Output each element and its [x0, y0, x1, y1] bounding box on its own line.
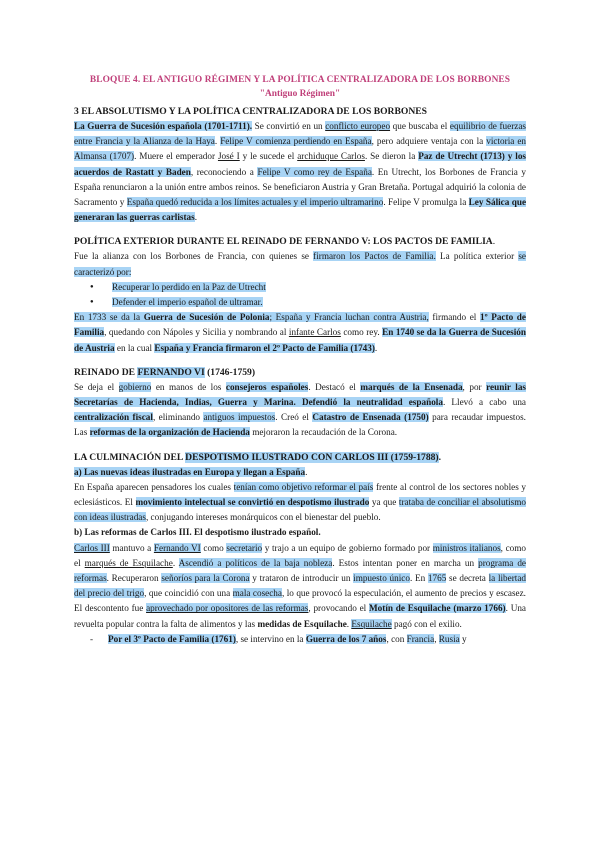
text-span: , quedando con Nápoles y Sicilia y nombrando al: [104, 327, 289, 338]
text-span: mantuvo a: [109, 542, 154, 553]
text-span: ,: [434, 633, 439, 644]
text-span: . En Utrecht, los Borbones de Francia y España renunciaron a la unión entre ambos reinos. Se beneficiaron Austria y Gran Bretaña. Portugal adquirió la colonia de Sacramento y: [74, 166, 526, 208]
text-span: 1º Pacto de Familia: [74, 312, 526, 338]
dash-list: [74, 632, 526, 647]
text-span: movimiento intelectual se convirtió en despotismo ilustrado: [135, 497, 370, 508]
text-span: reunir las Secretarías de Hacienda, Indias, Guerra y Marina. Defendió la neutralidad española: [74, 381, 527, 408]
text-span: .: [214, 136, 221, 147]
text-span: archiduque Carlos: [297, 151, 365, 162]
text-span: . Muere el emperador: [134, 151, 218, 162]
text-span: frente al control de los sectores nobles y eclesiásticos. El: [74, 481, 526, 508]
text-span: conflicto europeo: [325, 121, 391, 131]
text-span: Se convirtió en un: [252, 121, 326, 131]
text-span: medidas de Esquilache: [257, 618, 347, 629]
text-span: . Estos intentan poner en marcha un: [332, 557, 479, 568]
text-span: , se intervino en la: [235, 633, 306, 644]
text-span: FERNANDO VI: [137, 366, 205, 378]
list-item: [74, 295, 526, 310]
text-span: Defender el imperio español de ultramar.: [112, 297, 263, 308]
text-span: aprovechado por opositores de las reformas: [146, 603, 309, 614]
text-span: , eliminando: [152, 412, 204, 423]
text-span: . Se dieron la: [364, 151, 419, 162]
spacer: [74, 356, 526, 365]
paragraph-polonia-austria: [74, 310, 526, 356]
text-span: y: [459, 633, 467, 644]
text-span: tenían como objetivo reformar el país: [233, 481, 374, 492]
text-span: Fernando VI: [153, 542, 201, 553]
text-span: (1746-1759): [204, 366, 256, 378]
text-span: marqués de Esquilache: [84, 557, 173, 568]
text-span: . Una revuelta popular contra la falta de alimentos y las: [74, 603, 526, 629]
text-span: Carlos III: [74, 542, 110, 553]
text-span: firmaron los Pactos de Familia.: [313, 251, 436, 262]
document-title: BLOQUE 4. EL ANTIGUO RÉGIMEN Y LA POLÍTICA CENTRALIZADORA DE LOS BORBONES: [89, 75, 511, 85]
text-span: firmando el: [428, 312, 480, 323]
text-span: .: [305, 466, 308, 477]
subheading-ideas-ilustradas: [74, 465, 526, 480]
text-span: se decreta: [446, 573, 489, 584]
text-span: ya que: [369, 497, 399, 508]
text-span: , por: [462, 381, 487, 392]
text-span: ; España y Francia luchan contra Austria,: [269, 312, 429, 323]
text-span: a) Las nuevas ideas ilustradas en Europa y llegan a España: [74, 466, 306, 477]
text-span: . En: [409, 573, 428, 584]
text-span: 1765: [427, 573, 447, 584]
text-span: .: [172, 557, 179, 568]
text-span: y le sucede el: [239, 151, 298, 162]
text-span: , provocando el: [308, 603, 369, 614]
text-span: Por el 3º Pacto de Familia (1761): [108, 633, 236, 644]
text-span: DESPOTISMO ILUSTRADO CON CARLOS III (1759-1788): [185, 451, 439, 463]
spacer: [74, 225, 526, 234]
text-span: equilibrio de fuerzas entre Francia y la Alianza de la Haya: [74, 121, 526, 147]
text-span: La política exterior: [435, 251, 519, 262]
text-span: .: [438, 451, 442, 463]
text-span: ministros italianos: [432, 542, 501, 553]
text-span: victoria en Almansa (1707): [74, 136, 526, 162]
text-span: b) Las reformas de Carlos III. El despotismo ilustrado español.: [74, 527, 321, 538]
text-span: Guerra de Sucesión de Polonia: [143, 312, 270, 323]
text-span: trataba de conciliar el absolutismo con ideas ilustradas: [74, 497, 526, 523]
text-span: En 1733 se da la: [74, 312, 144, 323]
paragraph-ensenada: [74, 380, 526, 441]
text-span: España quedó reducida a los límites actuales y el imperio ultramarino: [126, 197, 384, 208]
text-span: gobierno: [118, 381, 152, 392]
text-span: LA CULMINACIÓN DEL: [74, 451, 186, 463]
text-span: Felipe V como rey de España: [257, 166, 372, 177]
text-span: impuesto único: [353, 573, 410, 584]
text-span: y trajo a un equipo de gobierno formado por: [262, 542, 433, 553]
text-span: Catastro de Ensenada (1750): [312, 412, 429, 423]
text-span: . Llevó a cabo una: [442, 397, 527, 408]
list-item: [74, 632, 526, 647]
text-span: marqués de la Ensenada: [360, 381, 463, 392]
text-span: , pero adquiere ventaja con la: [371, 136, 487, 147]
text-span: Rusia: [438, 633, 460, 644]
text-span: La Guerra de Sucesión española (1701-1711).: [74, 121, 253, 131]
text-span: . Felipe V promulga la: [383, 197, 469, 208]
text-span: .: [374, 342, 378, 353]
text-span: Se deja el: [74, 381, 119, 392]
section-heading-absolutismo: 3 EL ABSOLUTISMO Y LA POLÍTICA CENTRALIZADORA DE LOS BORBONES: [74, 106, 428, 117]
text-span: Recuperar lo perdido en la Paz de Utrecht: [112, 281, 266, 292]
text-span: .: [492, 236, 496, 248]
text-span: antiguos impuestos: [203, 412, 276, 423]
text-span: . Creó el: [275, 412, 313, 423]
section-heading-carlos-iii: [74, 450, 526, 465]
text-span: la libertad del precio del trigo: [74, 573, 527, 599]
list-item: [74, 280, 526, 295]
text-span: , como el: [74, 542, 526, 568]
paragraph-pactos-familia: [74, 249, 526, 279]
text-span: En 1740 se da la Guerra de Sucesión de Austria: [74, 327, 527, 353]
text-span: en manos de los: [151, 381, 226, 392]
text-span: REINADO DE: [74, 366, 138, 378]
text-span: Motín de Esquilache (marzo 1766): [369, 603, 506, 614]
text-span: Felipe V comienza perdiendo en España: [220, 136, 372, 147]
text-span: Guerra de los 7 años: [305, 633, 387, 644]
text-span: , con: [386, 633, 407, 644]
text-span: mejoraron la recaudación de la Corona.: [249, 427, 398, 438]
text-span: se caracterizó por:: [74, 251, 527, 277]
text-span: Ascendió a políticos de la baja nobleza: [178, 557, 333, 568]
text-span: España y Francia firmaron el 2º Pacto de Familia (1743): [154, 342, 375, 353]
text-span: Paz de Utrecht (1713) y los acuerdos de Rastatt y Baden: [74, 151, 527, 177]
text-span: .: [346, 618, 352, 629]
text-span: Francia: [406, 633, 435, 644]
text-span: Esquilache: [351, 618, 392, 629]
text-span: señoríos para la Corona: [161, 573, 250, 584]
text-span: y trataron de introducir un: [249, 573, 354, 584]
spacer: [74, 441, 526, 450]
text-span: infante Carlos: [288, 327, 341, 338]
text-span: POLÍTICA EXTERIOR DURANTE EL REINADO DE FERNANDO V: LOS PACTOS DE FAMILIA: [74, 236, 493, 248]
text-span: pagó con el exilio.: [391, 618, 462, 629]
text-span: José I: [217, 151, 240, 162]
text-span: , lo que provocó la especulación, el aumento de precios y escasez. El descontento fue: [74, 588, 526, 614]
text-span: como rey.: [340, 327, 383, 338]
text-span: programa de reformas: [74, 557, 526, 584]
text-span: para recaudar impuestos. Las: [74, 412, 526, 438]
text-span: secretario: [226, 542, 263, 553]
paragraph-reformas-esquilache: [74, 541, 526, 632]
section-heading-politica-exterior: [74, 234, 526, 249]
paragraph-despotismo-ilustrado: [74, 480, 526, 526]
text-span: .: [194, 212, 197, 223]
bullet-list: [74, 280, 526, 310]
text-span: reformas de la organización de Hacienda: [89, 427, 250, 438]
text-span: , conjugando intereses monárquicos con el bienestar del pueblo.: [145, 512, 381, 523]
section-heading-fernando-vi: [74, 365, 526, 380]
text-span: como: [200, 542, 227, 553]
text-span: mala cosecha: [232, 588, 282, 599]
text-span: . Recuperaron: [106, 573, 162, 584]
text-span: centralización fiscal: [74, 412, 153, 423]
paragraph-guerra-sucesion: [74, 119, 526, 225]
subheading-reformas-carlos-iii: [74, 525, 526, 540]
document-subtitle: "Antiguo Régimen": [259, 89, 341, 99]
text-span: , reconociendo a: [190, 166, 258, 177]
text-span: , que coincidió con una: [144, 588, 233, 599]
text-span: consejeros españoles: [225, 381, 309, 392]
text-span: en la cual: [114, 342, 155, 353]
text-span: Fue la alianza con los Borbones de Francia, con quienes se: [74, 251, 314, 262]
text-span: que buscaba el: [390, 121, 450, 131]
text-span: En España aparecen pensadores los cuales: [74, 481, 234, 492]
text-span: . Destacó el: [308, 381, 361, 392]
text-span: Ley Sálica que generaran las guerras carlistas: [74, 197, 527, 223]
